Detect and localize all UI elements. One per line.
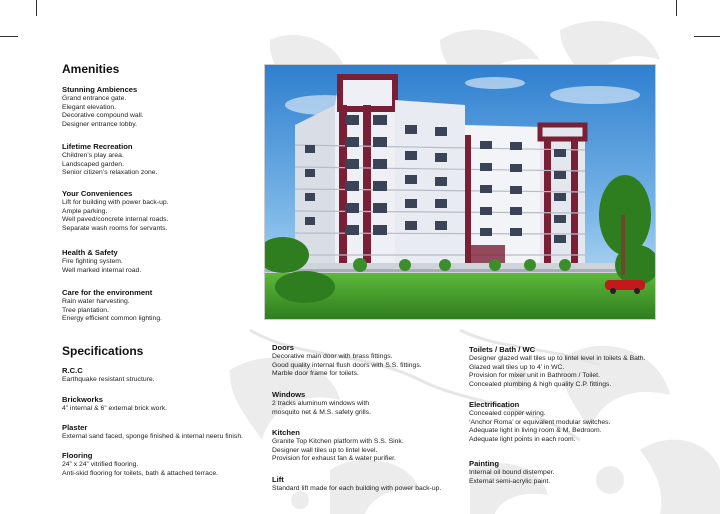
spec-line: Standard lift made for each building with power back-up. (272, 484, 442, 492)
spec-line: Anti-skid flooring for toilets, bath & attached terrace. (62, 469, 219, 477)
amenity-line: Energy efficient common lighting. (62, 315, 162, 323)
amenity-line: Separate wash rooms for servants. (62, 225, 168, 233)
amenity-group (62, 85, 144, 130)
amenity-line: Children’s play area. (62, 151, 124, 159)
spec-group-title: Lift (272, 475, 284, 484)
amenity-group-title: Health & Safety (62, 248, 118, 257)
spec-line: Designer wall tiles up to lintel level. (272, 446, 378, 454)
spec-group (62, 366, 155, 385)
spec-group (469, 345, 645, 390)
spec-line: External sand faced, sponge finished & internal neeru finish. (62, 432, 243, 440)
spec-line: External semi-acrylic paint. (469, 477, 551, 485)
amenity-group-title: Your Conveniences (62, 189, 133, 198)
spec-line: Concealed copper wiring. (469, 409, 546, 417)
spec-group-title: Windows (272, 390, 306, 399)
amenity-line: Elegant elevation. (62, 103, 117, 111)
amenity-group (62, 288, 162, 324)
spec-line: Concealed plumbing & high quality C.P. fittings. (469, 381, 612, 389)
building-photo (264, 64, 656, 320)
specifications-heading: Specifications (62, 344, 144, 358)
spec-group (469, 459, 554, 486)
spec-line: Decorative main door with brass fittings. (272, 352, 393, 360)
spec-line: Provision for exhaust fan & water purifier. (272, 455, 396, 463)
spec-group (272, 428, 404, 464)
spec-line: 2 tracks aluminum windows with (272, 399, 370, 407)
spec-line: Adequate light points in each room. (469, 436, 576, 444)
amenity-line: Senior citizen’s relaxation zone. (62, 169, 158, 177)
spec-group-title: Flooring (62, 451, 93, 460)
spec-group-title: Painting (469, 459, 499, 468)
amenity-line: Tree plantation. (62, 306, 109, 314)
spec-group (469, 400, 610, 445)
spec-group (62, 451, 218, 478)
spec-group (272, 390, 371, 417)
spec-group (272, 343, 422, 379)
amenities-heading: Amenities (62, 62, 120, 76)
spec-group-title: Toilets / Bath / WC (469, 345, 536, 354)
amenity-line: Decorative compound wall. (62, 112, 144, 120)
spec-line: Marble door frame for toilets. (272, 370, 359, 378)
amenity-line: Designer entrance lobby. (62, 121, 138, 129)
amenity-group (62, 142, 157, 178)
spec-line: Adequate light in living room & M. Bedroom. (469, 427, 602, 435)
amenity-line: Landscaped garden. (62, 160, 124, 168)
amenity-group (62, 248, 141, 275)
spec-group (62, 395, 167, 414)
amenity-group-title: Stunning Ambiences (62, 85, 138, 94)
spec-group (62, 423, 243, 442)
amenity-line: Well paved/concrete internal roads. (62, 216, 169, 224)
amenity-group-title: Care for the environment (62, 288, 153, 297)
amenity-line: Ample parking. (62, 207, 108, 215)
spec-line: Good quality internal flush doors with S.S. fittings. (272, 361, 422, 369)
spec-group-title: Doors (272, 343, 294, 352)
spec-group-title: R.C.C (62, 366, 83, 375)
spec-group (272, 475, 441, 494)
spec-line: Granite Top Kitchen platform with S.S. Sink. (272, 437, 404, 445)
amenity-group (62, 189, 169, 234)
spec-line: Earthquake resistant structure. (62, 375, 155, 383)
amenity-line: Grand entrance gate. (62, 94, 127, 102)
spec-line: ‘Anchor Roma’ or equivalent modular switches. (469, 418, 611, 426)
spec-line: Designer glazed wall tiles up to lintel level in toilets & Bath. (469, 354, 646, 362)
amenity-line: Rain water harvesting. (62, 297, 130, 305)
spec-line: mosquito net & M.S. safety grills. (272, 408, 371, 416)
spec-line: 24” x 24” vitrified flooring. (62, 460, 139, 468)
spec-group-title: Plaster (62, 423, 88, 432)
spec-line: Internal oil bound distemper. (469, 468, 555, 476)
spec-line: Glazed wall tiles up to 4’ in WC. (469, 363, 565, 371)
spec-line: Provision for mixer unit in Bathroom / Toilet. (469, 372, 600, 380)
spec-group-title: Electrification (469, 400, 520, 409)
amenity-line: Well marked internal road. (62, 266, 142, 274)
spec-line: 4” internal & 6” external brick work. (62, 404, 168, 412)
amenity-line: Lift for building with power back-up. (62, 198, 169, 206)
spec-group-title: Brickworks (62, 395, 103, 404)
spec-group-title: Kitchen (272, 428, 300, 437)
amenity-group-title: Lifetime Recreation (62, 142, 133, 151)
amenity-line: Fire fighting system. (62, 257, 123, 265)
